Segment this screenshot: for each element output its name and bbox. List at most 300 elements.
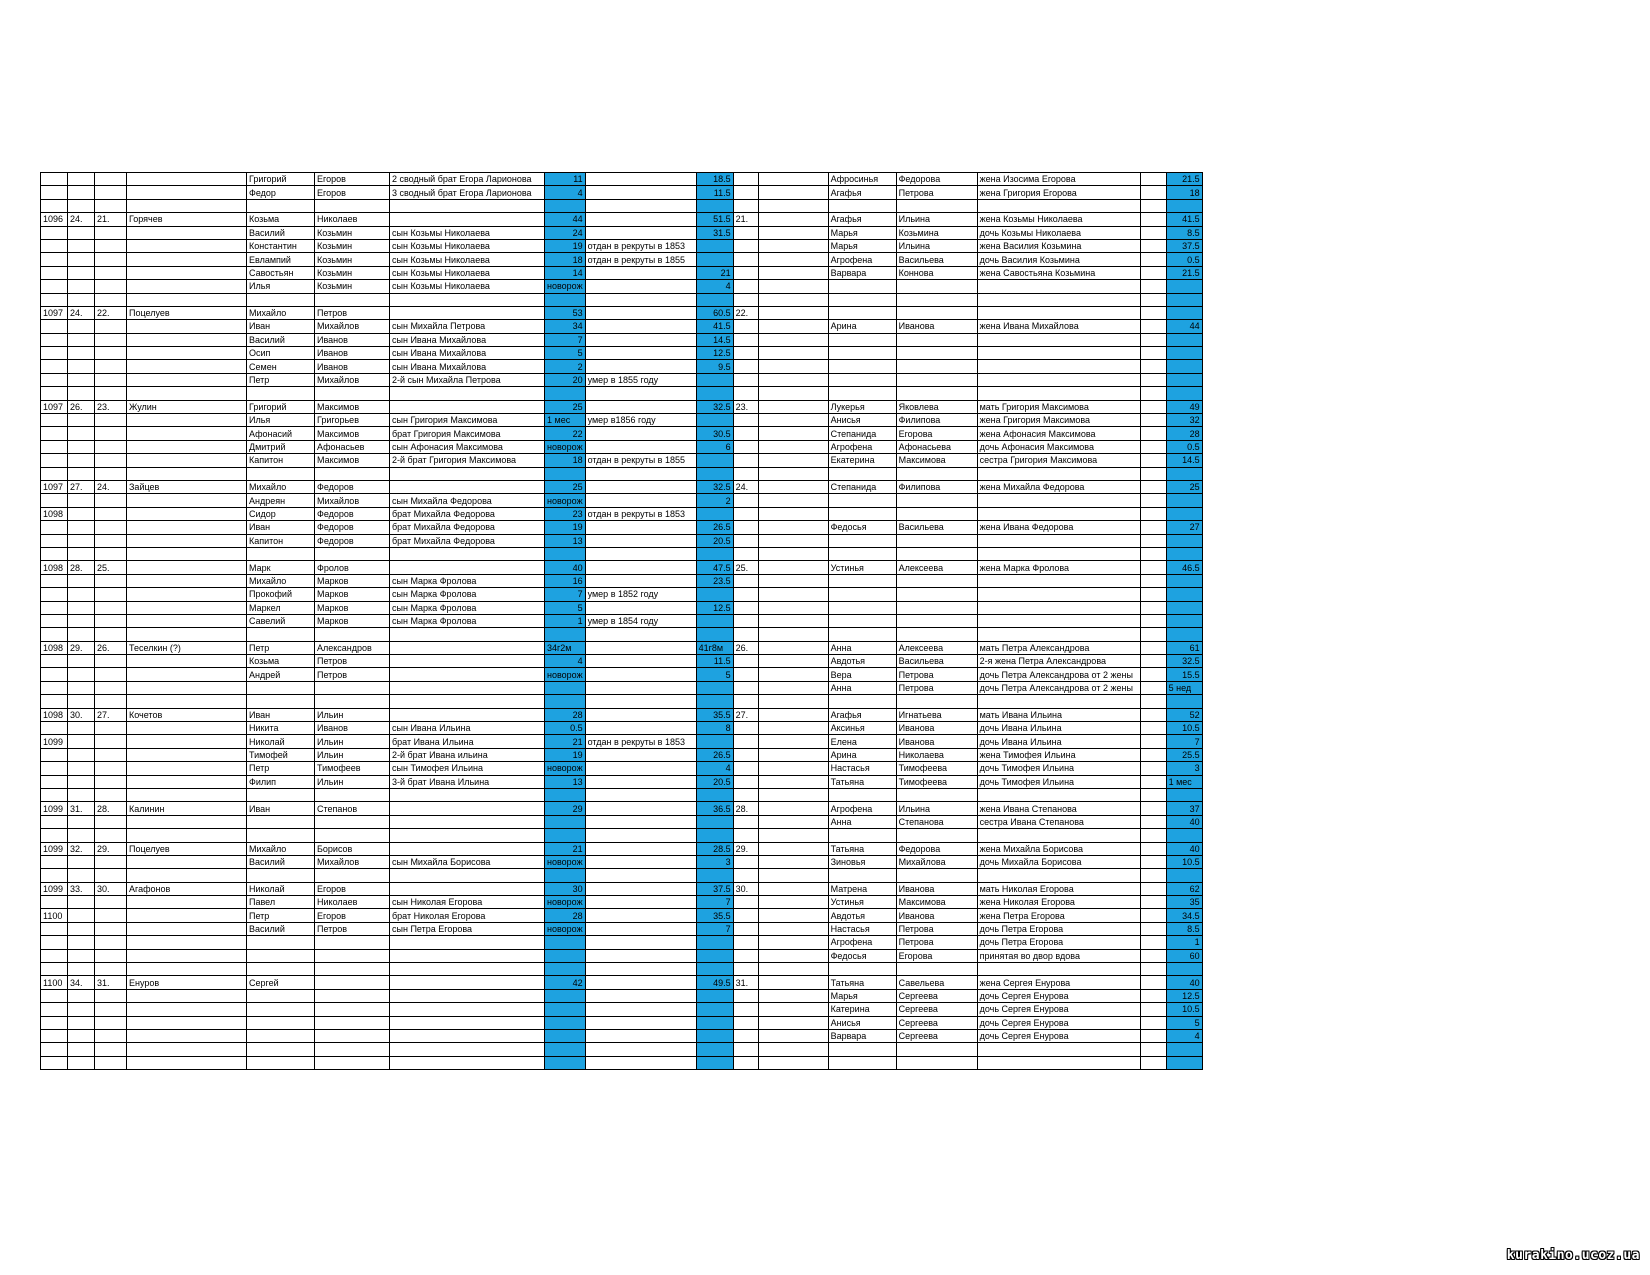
cell-female-first-name: [828, 534, 896, 547]
cell-male-age-1850: 23: [545, 507, 586, 520]
cell-male-patronymic: Федоров: [315, 521, 390, 534]
cell-female-relation: дочь Ивана Ильина: [977, 735, 1140, 748]
cell-male-patronymic: Николаев: [315, 213, 390, 226]
cell-parish-number: [41, 280, 68, 293]
cell-female-relation: [977, 963, 1140, 976]
cell-male-age-1850: новорож: [545, 280, 586, 293]
cell-household-number-old: [68, 1003, 95, 1016]
cell-female-relation: жена Сергея Енурова: [977, 976, 1140, 989]
cell-female-age-1858: 0.5: [1166, 253, 1202, 266]
cell-female-age-1850: [1140, 306, 1166, 319]
cell-male-age-1850: 53: [545, 306, 586, 319]
cell-household-number-new: 23.: [95, 400, 127, 413]
cell-female-household-number: 21.: [733, 213, 758, 226]
cell-household-number-old: [68, 1043, 95, 1056]
cell-female-household-number: [733, 788, 758, 801]
cell-parish-number: [41, 855, 68, 868]
cell-household-number-old: [68, 775, 95, 788]
cell-male-relation: сын Николая Егорова: [390, 896, 545, 909]
cell-male-patronymic: Егоров: [315, 909, 390, 922]
cell-surname: [127, 414, 247, 427]
cell-female-household-number: [733, 266, 758, 279]
cell-female-relation: [977, 360, 1140, 373]
cell-household-number-new: [95, 722, 127, 735]
table-row: [41, 440, 1203, 453]
cell-household-number-new: [95, 748, 127, 761]
cell-female-age-1858: 18: [1166, 186, 1202, 199]
cell-male-relation: [390, 949, 545, 962]
cell-female-age-1858: 52: [1166, 708, 1202, 721]
cell-male-relation: сын Михайла Петрова: [390, 320, 545, 333]
cell-empty: [758, 762, 828, 775]
cell-parish-number: [41, 695, 68, 708]
cell-household-number-new: [95, 467, 127, 480]
cell-male-age-1858: 41.5: [696, 320, 733, 333]
cell-household-number-new: [95, 414, 127, 427]
cell-female-age-1858: 46.5: [1166, 561, 1202, 574]
cell-female-patronymic: Федорова: [896, 173, 977, 186]
table-row: [41, 561, 1203, 574]
cell-empty: [758, 414, 828, 427]
cell-female-household-number: [733, 547, 758, 560]
cell-household-number-old: [68, 494, 95, 507]
cell-female-patronymic: [896, 360, 977, 373]
cell-female-age-1850: [1140, 588, 1166, 601]
cell-male-note: [585, 293, 696, 306]
cell-female-first-name: [828, 547, 896, 560]
cell-male-age-1850: 34: [545, 320, 586, 333]
cell-household-number-old: [68, 427, 95, 440]
cell-empty: [758, 1016, 828, 1029]
cell-male-patronymic: Борисов: [315, 842, 390, 855]
cell-female-relation: [977, 628, 1140, 641]
cell-female-household-number: 30.: [733, 882, 758, 895]
cell-empty: [758, 896, 828, 909]
cell-male-note: [585, 1016, 696, 1029]
cell-male-note: [585, 695, 696, 708]
cell-surname: [127, 762, 247, 775]
cell-male-patronymic: [315, 1003, 390, 1016]
cell-male-note: [585, 909, 696, 922]
cell-female-first-name: Анна: [828, 641, 896, 654]
cell-male-note: [585, 882, 696, 895]
cell-female-household-number: [733, 869, 758, 882]
cell-male-age-1850: [545, 547, 586, 560]
cell-female-patronymic: Яковлева: [896, 400, 977, 413]
cell-female-relation: жена Петра Егорова: [977, 909, 1140, 922]
cell-female-first-name: Матрена: [828, 882, 896, 895]
cell-male-relation: 2-й брат Григория Максимова: [390, 454, 545, 467]
cell-female-patronymic: Васильева: [896, 253, 977, 266]
cell-female-relation: мать Ивана Ильина: [977, 708, 1140, 721]
cell-female-relation: дочь Михайла Борисова: [977, 855, 1140, 868]
cell-female-age-1858: [1166, 1056, 1202, 1069]
cell-female-first-name: Анна: [828, 681, 896, 694]
cell-female-patronymic: Филипова: [896, 480, 977, 493]
cell-male-age-1850: [545, 1030, 586, 1043]
table-row: [41, 173, 1203, 186]
cell-household-number-new: 22.: [95, 306, 127, 319]
cell-male-first-name: [247, 1030, 315, 1043]
cell-female-age-1850: [1140, 815, 1166, 828]
cell-female-household-number: 22.: [733, 306, 758, 319]
cell-empty: [758, 976, 828, 989]
cell-male-age-1858: [696, 695, 733, 708]
cell-household-number-old: [68, 280, 95, 293]
cell-surname: [127, 829, 247, 842]
cell-female-patronymic: Иванова: [896, 722, 977, 735]
cell-parish-number: [41, 614, 68, 627]
cell-female-patronymic: [896, 574, 977, 587]
cell-female-age-1858: 8.5: [1166, 226, 1202, 239]
cell-male-note: [585, 681, 696, 694]
cell-female-patronymic: [896, 293, 977, 306]
cell-female-age-1858: [1166, 293, 1202, 306]
cell-male-note: [585, 748, 696, 761]
cell-female-age-1858: 49: [1166, 400, 1202, 413]
cell-empty: [758, 266, 828, 279]
cell-household-number-new: [95, 1043, 127, 1056]
cell-male-relation: сын Ивана Михайлова: [390, 347, 545, 360]
cell-household-number-new: [95, 896, 127, 909]
cell-male-age-1850: 19: [545, 521, 586, 534]
cell-female-household-number: 25.: [733, 561, 758, 574]
cell-male-relation: [390, 1003, 545, 1016]
cell-female-age-1858: [1166, 614, 1202, 627]
cell-male-relation: [390, 681, 545, 694]
cell-surname: Жулин: [127, 400, 247, 413]
cell-household-number-old: [68, 855, 95, 868]
cell-male-first-name: Петр: [247, 373, 315, 386]
cell-male-age-1858: [696, 614, 733, 627]
cell-female-patronymic: Николаева: [896, 748, 977, 761]
cell-male-note: [585, 360, 696, 373]
cell-surname: [127, 588, 247, 601]
table-row: [41, 320, 1203, 333]
cell-household-number-new: 29.: [95, 842, 127, 855]
cell-female-patronymic: Максимова: [896, 896, 977, 909]
cell-male-age-1850: новорож: [545, 494, 586, 507]
cell-male-note: отдан в рекруты в 1853: [585, 239, 696, 252]
cell-male-first-name: [247, 628, 315, 641]
cell-parish-number: 1097: [41, 400, 68, 413]
cell-male-age-1858: 12.5: [696, 601, 733, 614]
cell-female-relation: дочь Козьмы Николаева: [977, 226, 1140, 239]
table-row: [41, 1043, 1203, 1056]
cell-female-patronymic: Иванова: [896, 909, 977, 922]
cell-male-age-1850: 44: [545, 213, 586, 226]
cell-male-patronymic: Иванов: [315, 722, 390, 735]
cell-female-first-name: Марья: [828, 239, 896, 252]
cell-male-first-name: Сидор: [247, 507, 315, 520]
cell-male-age-1850: [545, 788, 586, 801]
cell-household-number-new: [95, 909, 127, 922]
cell-parish-number: [41, 1016, 68, 1029]
cell-male-age-1858: 14.5: [696, 333, 733, 346]
cell-male-relation: сын Козьмы Николаева: [390, 280, 545, 293]
cell-surname: [127, 949, 247, 962]
cell-male-age-1850: 25: [545, 400, 586, 413]
cell-male-age-1858: 35.5: [696, 909, 733, 922]
cell-male-age-1858: [696, 815, 733, 828]
cell-male-age-1858: [696, 414, 733, 427]
cell-female-age-1850: [1140, 735, 1166, 748]
cell-male-relation: [390, 815, 545, 828]
cell-empty: [758, 280, 828, 293]
table-row: [41, 1003, 1203, 1016]
cell-surname: Кочетов: [127, 708, 247, 721]
table-row: [41, 989, 1203, 1002]
cell-female-age-1850: [1140, 480, 1166, 493]
cell-male-patronymic: Иванов: [315, 347, 390, 360]
cell-male-patronymic: Фролов: [315, 561, 390, 574]
cell-female-age-1858: [1166, 280, 1202, 293]
cell-male-age-1850: 18: [545, 253, 586, 266]
cell-male-first-name: Марк: [247, 561, 315, 574]
cell-male-age-1858: [696, 1030, 733, 1043]
cell-male-patronymic: Максимов: [315, 400, 390, 413]
cell-male-note: [585, 387, 696, 400]
table-row: [41, 333, 1203, 346]
cell-female-age-1858: 28: [1166, 427, 1202, 440]
cell-male-note: [585, 708, 696, 721]
cell-household-number-old: [68, 266, 95, 279]
cell-male-patronymic: [315, 547, 390, 560]
cell-household-number-old: [68, 547, 95, 560]
cell-male-note: [585, 788, 696, 801]
cell-male-age-1858: [696, 454, 733, 467]
cell-female-patronymic: Егорова: [896, 427, 977, 440]
cell-parish-number: [41, 762, 68, 775]
cell-female-relation: дочь Сергея Енурова: [977, 1030, 1140, 1043]
cell-male-age-1858: 23.5: [696, 574, 733, 587]
cell-empty: [758, 655, 828, 668]
cell-male-relation: сын Марка Фролова: [390, 588, 545, 601]
cell-male-first-name: Петр: [247, 641, 315, 654]
cell-household-number-old: 33.: [68, 882, 95, 895]
cell-male-relation: [390, 655, 545, 668]
cell-empty: [758, 1003, 828, 1016]
cell-male-age-1850: 13: [545, 775, 586, 788]
cell-male-age-1858: 51.5: [696, 213, 733, 226]
cell-female-first-name: Агафья: [828, 213, 896, 226]
cell-household-number-old: [68, 748, 95, 761]
cell-female-relation: жена Козьмы Николаева: [977, 213, 1140, 226]
cell-empty: [758, 909, 828, 922]
cell-empty: [758, 186, 828, 199]
cell-male-note: [585, 199, 696, 212]
cell-female-household-number: [733, 1016, 758, 1029]
cell-household-number-new: [95, 373, 127, 386]
cell-female-first-name: [828, 467, 896, 480]
cell-male-age-1858: [696, 963, 733, 976]
cell-female-age-1850: [1140, 414, 1166, 427]
cell-female-patronymic: Ильина: [896, 213, 977, 226]
cell-male-age-1858: [696, 949, 733, 962]
table-row: [41, 199, 1203, 212]
cell-household-number-new: [95, 936, 127, 949]
cell-empty: [758, 561, 828, 574]
cell-male-age-1858: [696, 253, 733, 266]
cell-male-relation: [390, 306, 545, 319]
cell-household-number-new: [95, 668, 127, 681]
cell-male-patronymic: Козьмин: [315, 226, 390, 239]
cell-female-household-number: [733, 253, 758, 266]
cell-female-age-1850: [1140, 360, 1166, 373]
cell-empty: [758, 373, 828, 386]
cell-female-first-name: [828, 829, 896, 842]
cell-male-relation: 3 сводный брат Егора Ларионова: [390, 186, 545, 199]
cell-female-first-name: Варвара: [828, 266, 896, 279]
cell-female-first-name: Афросинья: [828, 173, 896, 186]
cell-household-number-new: [95, 1003, 127, 1016]
cell-male-first-name: Козьма: [247, 213, 315, 226]
cell-surname: [127, 333, 247, 346]
cell-male-age-1850: 19: [545, 748, 586, 761]
cell-male-relation: [390, 199, 545, 212]
cell-parish-number: [41, 655, 68, 668]
cell-female-first-name: Елена: [828, 735, 896, 748]
cell-female-age-1850: [1140, 427, 1166, 440]
cell-household-number-old: [68, 762, 95, 775]
cell-parish-number: [41, 588, 68, 601]
cell-parish-number: 1098: [41, 507, 68, 520]
cell-female-first-name: Агрофена: [828, 936, 896, 949]
cell-female-age-1850: [1140, 494, 1166, 507]
cell-male-first-name: Андрей: [247, 668, 315, 681]
cell-household-number-old: [68, 347, 95, 360]
cell-female-age-1850: [1140, 842, 1166, 855]
cell-male-note: [585, 213, 696, 226]
cell-female-household-number: [733, 347, 758, 360]
cell-female-household-number: [733, 521, 758, 534]
cell-male-first-name: Михайло: [247, 306, 315, 319]
cell-female-household-number: [733, 1056, 758, 1069]
cell-parish-number: 1098: [41, 561, 68, 574]
cell-female-patronymic: [896, 1043, 977, 1056]
cell-male-note: [585, 815, 696, 828]
cell-female-first-name: [828, 788, 896, 801]
cell-female-household-number: [733, 173, 758, 186]
cell-empty: [758, 454, 828, 467]
cell-household-number-old: 26.: [68, 400, 95, 413]
cell-empty: [758, 467, 828, 480]
cell-female-household-number: [733, 722, 758, 735]
cell-household-number-new: 24.: [95, 480, 127, 493]
cell-female-relation: [977, 1056, 1140, 1069]
cell-female-age-1850: [1140, 387, 1166, 400]
cell-male-note: [585, 173, 696, 186]
cell-male-patronymic: [315, 467, 390, 480]
cell-female-age-1858: 27: [1166, 521, 1202, 534]
cell-parish-number: [41, 440, 68, 453]
cell-household-number-new: [95, 173, 127, 186]
cell-female-age-1858: 60: [1166, 949, 1202, 962]
cell-male-note: [585, 534, 696, 547]
cell-household-number-old: 27.: [68, 480, 95, 493]
cell-empty: [758, 507, 828, 520]
cell-household-number-new: [95, 588, 127, 601]
cell-male-note: [585, 320, 696, 333]
cell-female-first-name: Зиновья: [828, 855, 896, 868]
cell-male-age-1850: [545, 963, 586, 976]
cell-male-note: [585, 494, 696, 507]
cell-female-first-name: [828, 507, 896, 520]
cell-parish-number: 1100: [41, 909, 68, 922]
cell-male-age-1850: [545, 949, 586, 962]
cell-household-number-new: [95, 226, 127, 239]
cell-household-number-old: [68, 226, 95, 239]
cell-male-first-name: Константин: [247, 239, 315, 252]
cell-male-patronymic: Степанов: [315, 802, 390, 815]
table-row: [41, 574, 1203, 587]
table-row: [41, 400, 1203, 413]
cell-male-age-1858: [696, 507, 733, 520]
cell-household-number-new: [95, 788, 127, 801]
cell-female-first-name: [828, 614, 896, 627]
cell-male-note: [585, 226, 696, 239]
cell-male-age-1858: [696, 1016, 733, 1029]
cell-empty: [758, 748, 828, 761]
cell-male-note: [585, 186, 696, 199]
cell-female-patronymic: Сергеева: [896, 1030, 977, 1043]
cell-female-age-1850: [1140, 963, 1166, 976]
cell-male-first-name: [247, 467, 315, 480]
cell-female-household-number: [733, 199, 758, 212]
cell-male-relation: [390, 829, 545, 842]
cell-female-first-name: Марья: [828, 226, 896, 239]
cell-male-age-1858: [696, 588, 733, 601]
cell-male-relation: [390, 668, 545, 681]
table-row: [41, 815, 1203, 828]
cell-parish-number: [41, 320, 68, 333]
site-watermark: kurakino.ucoz.ua: [1506, 1248, 1640, 1263]
cell-female-age-1858: [1166, 306, 1202, 319]
cell-male-patronymic: Тимофеев: [315, 762, 390, 775]
cell-household-number-old: [68, 655, 95, 668]
cell-male-relation: [390, 936, 545, 949]
cell-surname: [127, 855, 247, 868]
cell-female-first-name: [828, 306, 896, 319]
cell-surname: Калинин: [127, 802, 247, 815]
cell-female-age-1858: 62: [1166, 882, 1202, 895]
cell-male-age-1858: 32.5: [696, 480, 733, 493]
table-row: [41, 695, 1203, 708]
cell-surname: [127, 668, 247, 681]
cell-parish-number: [41, 829, 68, 842]
cell-female-patronymic: Петрова: [896, 668, 977, 681]
cell-male-age-1850: 4: [545, 186, 586, 199]
cell-male-patronymic: [315, 963, 390, 976]
cell-male-first-name: Михайло: [247, 574, 315, 587]
cell-male-age-1850: 18: [545, 454, 586, 467]
cell-female-household-number: [733, 668, 758, 681]
cell-male-first-name: [247, 681, 315, 694]
cell-surname: [127, 1016, 247, 1029]
cell-female-age-1858: 44: [1166, 320, 1202, 333]
cell-female-age-1850: [1140, 186, 1166, 199]
table-row: [41, 601, 1203, 614]
cell-female-age-1858: 37: [1166, 802, 1202, 815]
cell-parish-number: [41, 936, 68, 949]
cell-female-age-1858: 1: [1166, 936, 1202, 949]
cell-male-relation: [390, 842, 545, 855]
cell-empty: [758, 1030, 828, 1043]
cell-female-first-name: Настасья: [828, 762, 896, 775]
cell-male-patronymic: Михайлов: [315, 855, 390, 868]
cell-female-first-name: Марья: [828, 989, 896, 1002]
cell-female-relation: мать Николая Егорова: [977, 882, 1140, 895]
